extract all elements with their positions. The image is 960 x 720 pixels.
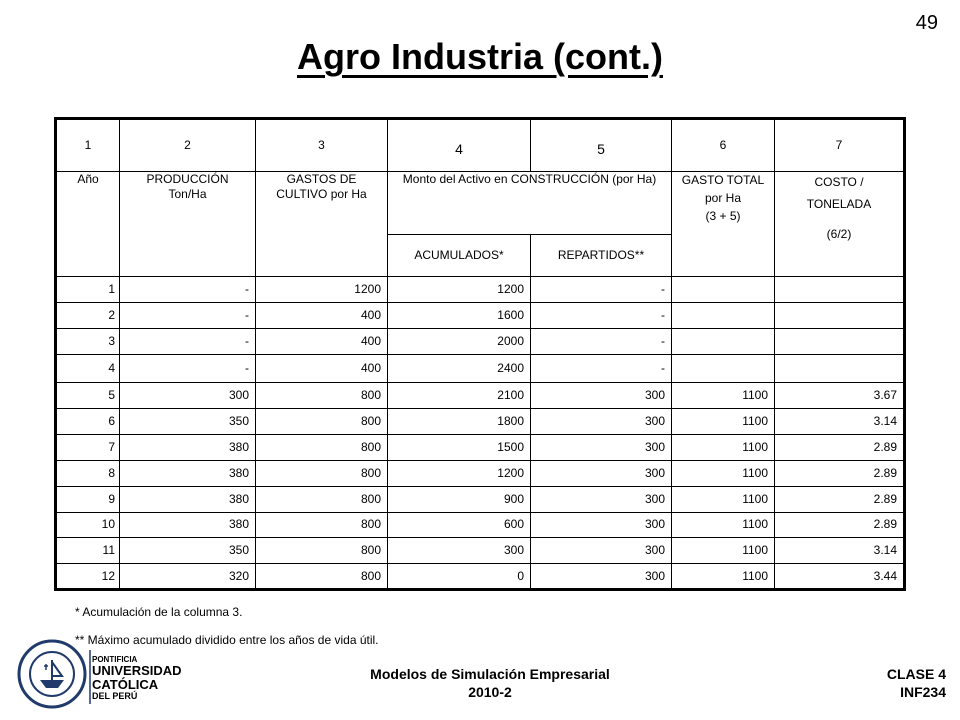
cell-production: - <box>120 328 256 354</box>
table-row <box>56 354 905 383</box>
table-row <box>56 460 905 486</box>
cell-accumulated: 2100 <box>388 383 531 409</box>
cell-distributed: - <box>531 354 672 383</box>
column-number-2: 2 <box>120 119 256 172</box>
cell-year: 4 <box>56 354 120 383</box>
table-row <box>56 409 905 435</box>
cell-production: - <box>120 302 256 328</box>
header-unit-cost <box>775 172 905 277</box>
table-row <box>56 383 905 409</box>
cell-unit-cost: 2.89 <box>775 460 905 486</box>
logo-ship-hull <box>40 680 64 688</box>
table-row <box>56 512 905 538</box>
cell-unit-cost: 2.89 <box>775 512 905 538</box>
cell-cultivation: 800 <box>256 486 388 512</box>
footer-course <box>330 665 650 701</box>
table-body <box>56 277 905 590</box>
header-unit-cost-label: COSTO / TONELADA <box>806 175 872 212</box>
table-row <box>56 486 905 512</box>
cell-accumulated: 2400 <box>388 354 531 383</box>
slide-number: 49 <box>915 12 938 34</box>
table-row <box>56 302 905 328</box>
cell-unit-cost: 3.14 <box>775 409 905 435</box>
cell-production: 380 <box>120 486 256 512</box>
page-title <box>0 36 960 78</box>
cell-accumulated: 1800 <box>388 409 531 435</box>
cell-accumulated: 1200 <box>388 277 531 303</box>
cell-year: 6 <box>56 409 120 435</box>
cell-unit-cost: 3.44 <box>775 564 905 590</box>
cell-unit-cost <box>775 328 905 354</box>
cell-production: - <box>120 354 256 383</box>
table-row <box>56 538 905 564</box>
column-number-7: 7 <box>775 119 905 172</box>
logo-line-1: PONTIFICIA <box>92 655 138 664</box>
cell-distributed: - <box>531 277 672 303</box>
cell-total-cost: 1100 <box>672 564 775 590</box>
cell-production: 350 <box>120 538 256 564</box>
header-total-cost-label: GASTO TOTAL por Ha <box>681 173 765 205</box>
column-number-6: 6 <box>672 119 775 172</box>
header-total-cost-formula: (3 + 5) <box>705 209 741 224</box>
cell-production: 380 <box>120 460 256 486</box>
cell-cultivation: 800 <box>256 409 388 435</box>
cell-accumulated: 2000 <box>388 328 531 354</box>
header-production: PRODUCCIÓN Ton/Ha <box>120 172 256 277</box>
cell-cultivation: 800 <box>256 383 388 409</box>
cell-accumulated: 0 <box>388 564 531 590</box>
footer-class-label: CLASE 4 <box>886 666 946 682</box>
cell-accumulated: 1200 <box>388 460 531 486</box>
cell-total-cost: 1100 <box>672 486 775 512</box>
cell-total-cost <box>672 328 775 354</box>
cell-distributed: 300 <box>531 538 672 564</box>
column-number-3: 3 <box>256 119 388 172</box>
cell-year: 1 <box>56 277 120 303</box>
cell-year: 2 <box>56 302 120 328</box>
footer-course-code: INF234 <box>900 684 946 701</box>
cell-production: 320 <box>120 564 256 590</box>
cell-distributed: 300 <box>531 383 672 409</box>
table-row <box>56 328 905 354</box>
logo-line-3: CATÓLICA <box>92 677 159 693</box>
cell-cultivation: 800 <box>256 564 388 590</box>
column-number-4: 4 <box>388 119 531 172</box>
cell-accumulated: 1500 <box>388 435 531 461</box>
cell-distributed: - <box>531 302 672 328</box>
header-distributed: REPARTIDOS** <box>531 234 672 276</box>
cell-production: - <box>120 277 256 303</box>
logo-ship-sail <box>52 660 62 680</box>
footer-class <box>826 665 946 701</box>
cell-distributed: 300 <box>531 460 672 486</box>
cell-unit-cost <box>775 277 905 303</box>
cell-cultivation: 400 <box>256 354 388 383</box>
column-number-5: 5 <box>531 119 672 172</box>
cell-distributed: 300 <box>531 486 672 512</box>
cell-year: 12 <box>56 564 120 590</box>
cell-accumulated: 600 <box>388 512 531 538</box>
cell-unit-cost <box>775 302 905 328</box>
cell-distributed: 300 <box>531 512 672 538</box>
header-asset: Monto del Activo en CONSTRUCCIÓN (por Ha) <box>388 172 672 234</box>
footer-term: 2010-2 <box>468 684 512 701</box>
cell-total-cost <box>672 354 775 383</box>
cell-total-cost: 1100 <box>672 435 775 461</box>
logo-star <box>44 664 48 670</box>
cell-unit-cost: 2.89 <box>775 486 905 512</box>
cell-year: 3 <box>56 328 120 354</box>
table-row <box>56 435 905 461</box>
page-title-text: Agro Industria (cont.) <box>297 36 663 77</box>
cell-year: 11 <box>56 538 120 564</box>
cell-cultivation: 400 <box>256 302 388 328</box>
cell-total-cost: 1100 <box>672 409 775 435</box>
cell-distributed: - <box>531 328 672 354</box>
cell-total-cost <box>672 277 775 303</box>
header-cultivation: GASTOS DE CULTIVO por Ha <box>256 172 388 277</box>
cell-distributed: 300 <box>531 435 672 461</box>
cell-total-cost: 1100 <box>672 460 775 486</box>
footer-course-title: Modelos de Simulación Empresarial <box>370 666 610 682</box>
footnote-distributed: ** Máximo acumulado dividido entre los años de vida útil. <box>75 633 379 647</box>
cell-unit-cost <box>775 354 905 383</box>
cell-total-cost: 1100 <box>672 512 775 538</box>
cell-year: 9 <box>56 486 120 512</box>
cell-cultivation: 1200 <box>256 277 388 303</box>
cell-cultivation: 800 <box>256 460 388 486</box>
cell-production: 350 <box>120 409 256 435</box>
table-row <box>56 277 905 303</box>
cell-production: 300 <box>120 383 256 409</box>
cell-unit-cost: 2.89 <box>775 435 905 461</box>
column-number-row <box>56 119 905 172</box>
footnote-accumulated: * Acumulación de la columna 3. <box>75 605 243 619</box>
header-row <box>56 172 905 234</box>
cell-year: 7 <box>56 435 120 461</box>
cell-cultivation: 400 <box>256 328 388 354</box>
cell-accumulated: 300 <box>388 538 531 564</box>
cell-year: 8 <box>56 460 120 486</box>
cell-year: 10 <box>56 512 120 538</box>
cell-total-cost: 1100 <box>672 538 775 564</box>
table-row <box>56 564 905 590</box>
logo-line-2: UNIVERSIDAD <box>92 663 182 679</box>
header-total-cost <box>672 172 775 277</box>
cell-production: 380 <box>120 512 256 538</box>
cell-unit-cost: 3.67 <box>775 383 905 409</box>
cell-total-cost <box>672 302 775 328</box>
cost-table <box>54 117 906 591</box>
cell-cultivation: 800 <box>256 435 388 461</box>
cell-cultivation: 800 <box>256 512 388 538</box>
column-number-1: 1 <box>56 119 120 172</box>
cell-distributed: 300 <box>531 409 672 435</box>
header-year: Año <box>56 172 120 277</box>
cell-accumulated: 900 <box>388 486 531 512</box>
logo-line-4: DEL PERÚ <box>92 690 138 701</box>
cell-total-cost: 1100 <box>672 383 775 409</box>
cell-production: 380 <box>120 435 256 461</box>
logo-wordmark <box>92 656 182 701</box>
cell-unit-cost: 3.14 <box>775 538 905 564</box>
cell-cultivation: 800 <box>256 538 388 564</box>
cell-accumulated: 1600 <box>388 302 531 328</box>
header-unit-cost-formula: (6/2) <box>826 226 852 241</box>
cell-distributed: 300 <box>531 564 672 590</box>
header-accumulated: ACUMULADOS* <box>388 234 531 276</box>
cell-year: 5 <box>56 383 120 409</box>
